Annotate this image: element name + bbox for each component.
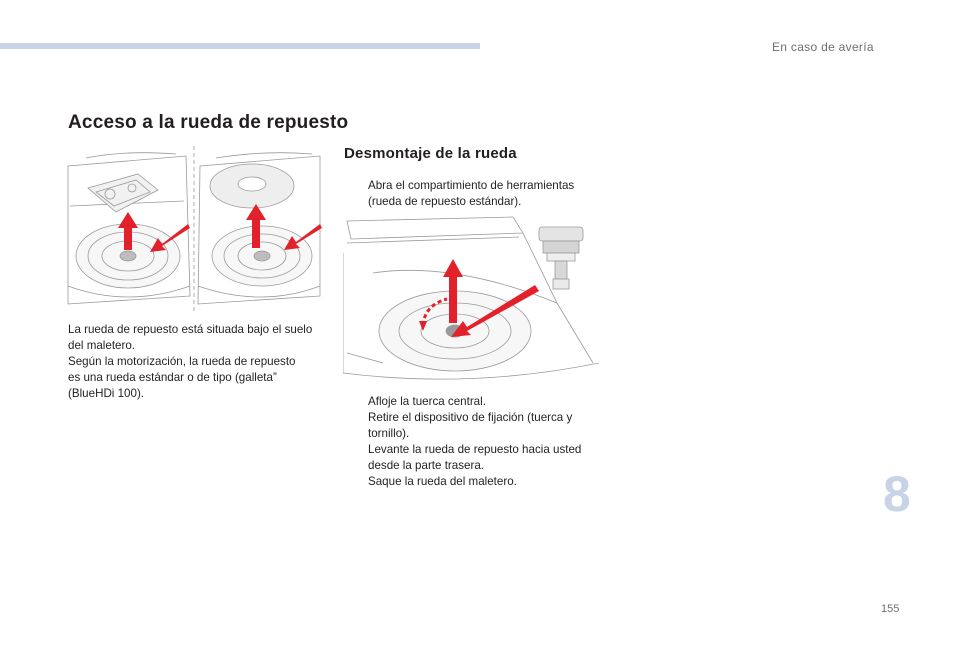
intro-line: La rueda de repuesto está situada bajo el suelo xyxy=(68,323,313,336)
step-text: tornillo). xyxy=(368,427,410,440)
step-text: Abra el compartimiento de herramientas xyxy=(368,179,575,192)
step-text: Levante la rueda de repuesto hacia usted xyxy=(368,443,582,456)
list-item xyxy=(344,394,594,410)
step-text: Saque la rueda del maletero. xyxy=(368,475,517,488)
intro-line: es una rueda estándar o de tipo (galleta” xyxy=(68,371,277,384)
intro-line: (BlueHDi 100). xyxy=(68,387,145,400)
list-item xyxy=(344,178,594,210)
step-text: (rueda de repuesto estándar). xyxy=(368,195,522,208)
intro-paragraph xyxy=(68,322,328,402)
list-item xyxy=(344,442,594,474)
step-text: desde la parte trasera. xyxy=(368,459,485,472)
list-item xyxy=(344,474,594,490)
list-item xyxy=(344,410,594,442)
page-title: Acceso a la rueda de repuesto xyxy=(68,112,349,133)
chapter-number: 8 xyxy=(883,466,911,522)
spare-wheel-removal-illustration xyxy=(343,213,599,389)
step-list-intro xyxy=(344,178,594,210)
spare-wheel-access-illustration xyxy=(66,146,322,314)
header-accent-bar xyxy=(0,43,480,49)
step-text: Retire el dispositivo de fijación (tuerca y xyxy=(368,411,573,424)
intro-line: Según la motorización, la rueda de repuesto xyxy=(68,355,296,368)
section-title: Desmontaje de la rueda xyxy=(344,145,517,162)
step-list xyxy=(344,394,594,490)
intro-line: del maletero. xyxy=(68,339,136,352)
section-label: En caso de avería xyxy=(772,40,874,54)
page-number: 155 xyxy=(881,603,900,615)
step-text: Afloje la tuerca central. xyxy=(368,395,486,408)
